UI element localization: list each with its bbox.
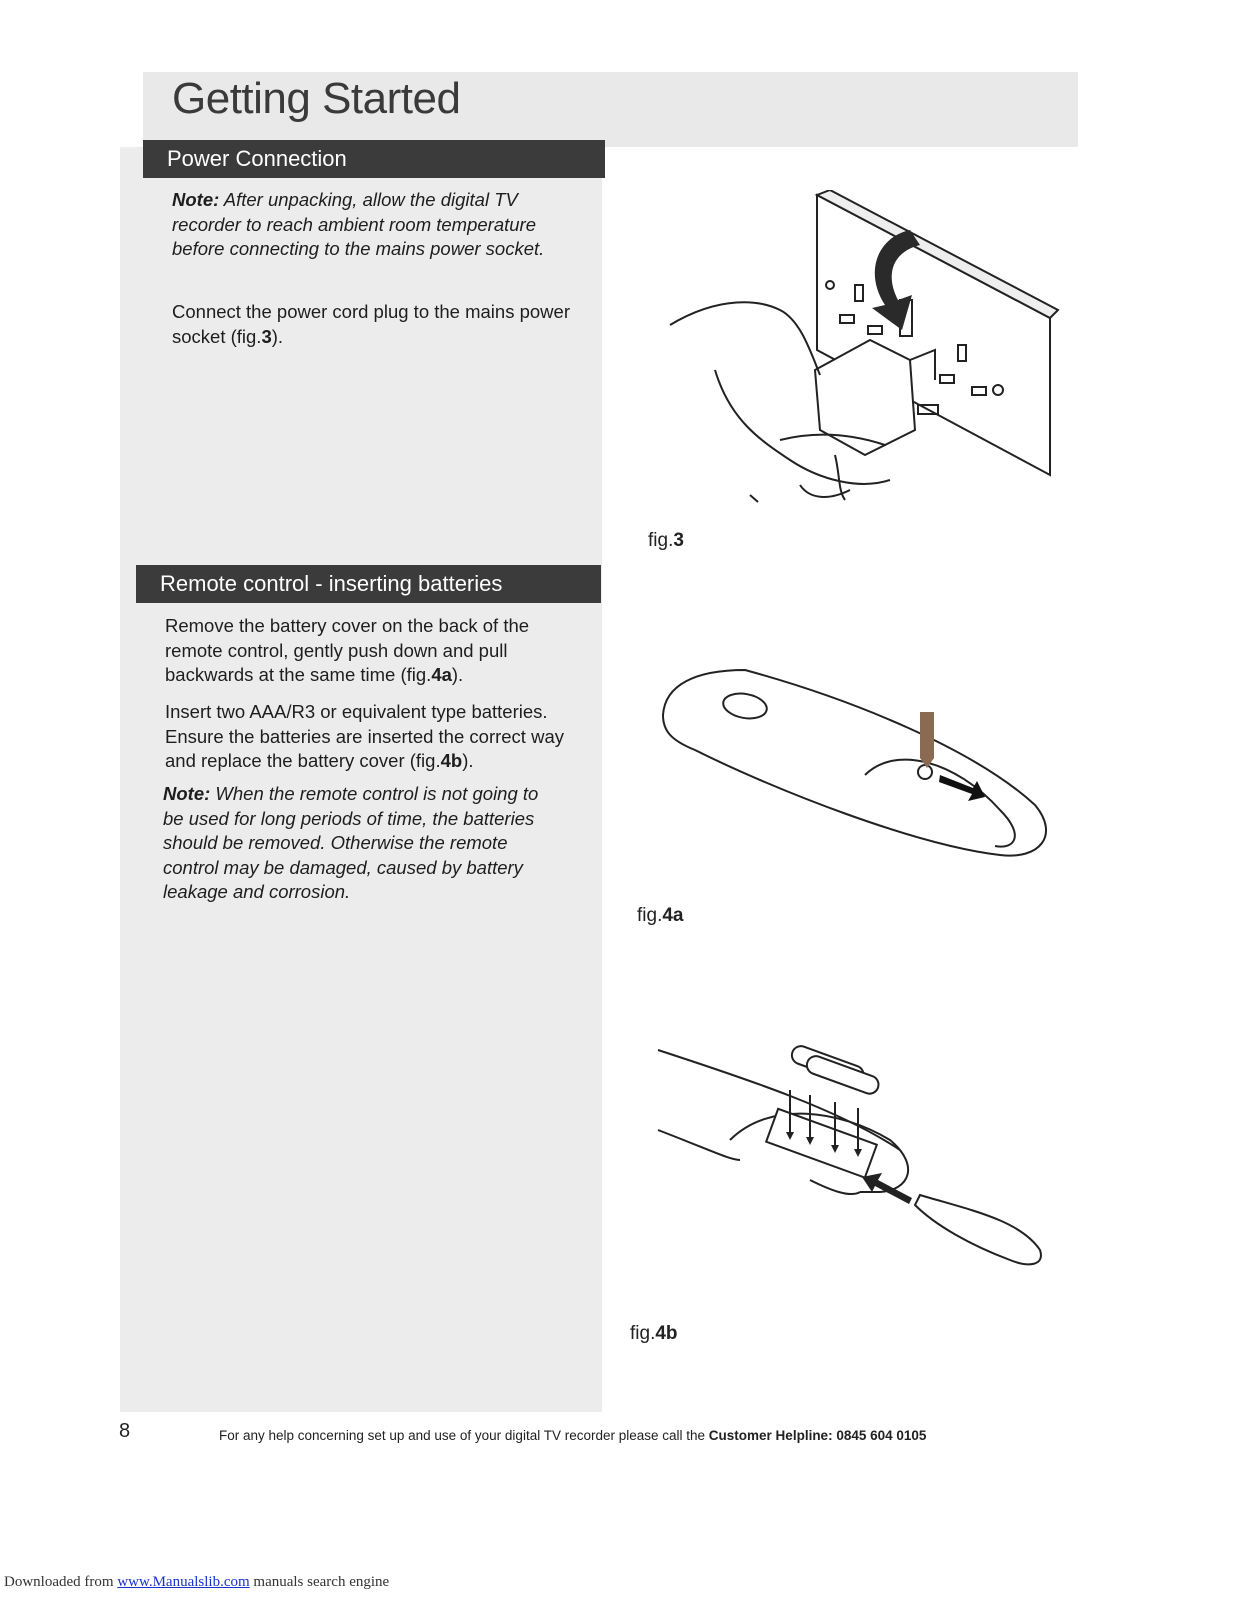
power-instruction-end: ). [271, 325, 284, 347]
remote-note-text: When the remote control is not going to be used for long periods of time, the batteries should be removed. Otherwise the remote control may be damaged, caused by battery leakage and corrosion. [163, 783, 539, 902]
remote-para-2-end: ). [462, 750, 474, 771]
power-instruction [172, 300, 572, 349]
fig4a-prefix: fig. [637, 905, 663, 926]
remote-para-2 [165, 700, 585, 774]
fig3-prefix: fig. [648, 530, 674, 551]
download-credit [4, 1574, 389, 1591]
page-number: 8 [119, 1420, 131, 1442]
fig4a-remote-illustration [655, 660, 1060, 865]
remote-para-2-ref: 4b [440, 750, 463, 771]
manualslib-link[interactable]: www.Manualslib.com [117, 1574, 250, 1590]
footer-helpline [219, 1428, 926, 1443]
fig4a-caption [637, 905, 684, 927]
power-note-text: After unpacking, allow the digital TV recorder to reach ambient room temperature before connecting to the mains power socket. [172, 189, 545, 259]
footer-helpline-number: Customer Helpline: 0845 604 0105 [708, 1428, 927, 1443]
fig4b-batteries-illustration [650, 1040, 1050, 1275]
remote-batteries-heading: Remote control - inserting batteries [136, 565, 601, 603]
remote-para-2-text: Insert two AAA/R3 or equivalent type batteries. Ensure the batteries are inserted the correct way and replace the battery cover (fig. [165, 701, 564, 771]
remote-para-1 [165, 614, 575, 688]
power-instruction-text: Connect the power cord plug to the mains power socket (fig. [172, 301, 570, 347]
fig3-number: 3 [673, 530, 684, 551]
fig3-caption [648, 530, 684, 552]
power-note-label: Note: [172, 189, 220, 210]
fig3-plug-illustration [660, 190, 1060, 520]
download-suffix: manuals search engine [249, 1574, 390, 1590]
fig4b-prefix: fig. [630, 1323, 656, 1344]
remote-note [163, 782, 563, 905]
remote-note-label: Note: [163, 783, 211, 804]
power-connection-heading: Power Connection [143, 140, 605, 178]
power-note [172, 188, 582, 262]
page-title: Getting Started [172, 74, 461, 123]
remote-para-1-end: ). [451, 664, 464, 685]
footer-help-text: For any help concerning set up and use of your digital TV recorder please call the [219, 1428, 709, 1443]
power-instruction-ref: 3 [261, 325, 272, 347]
fig4b-number: 4b [655, 1323, 678, 1344]
download-prefix: Downloaded from [4, 1574, 118, 1590]
remote-para-1-text: Remove the battery cover on the back of the remote control, gently push down and pull backwards at the same time (fig. [165, 615, 530, 685]
fig4b-caption [630, 1323, 678, 1345]
fig4a-number: 4a [662, 905, 684, 926]
remote-para-1-ref: 4a [431, 664, 452, 685]
